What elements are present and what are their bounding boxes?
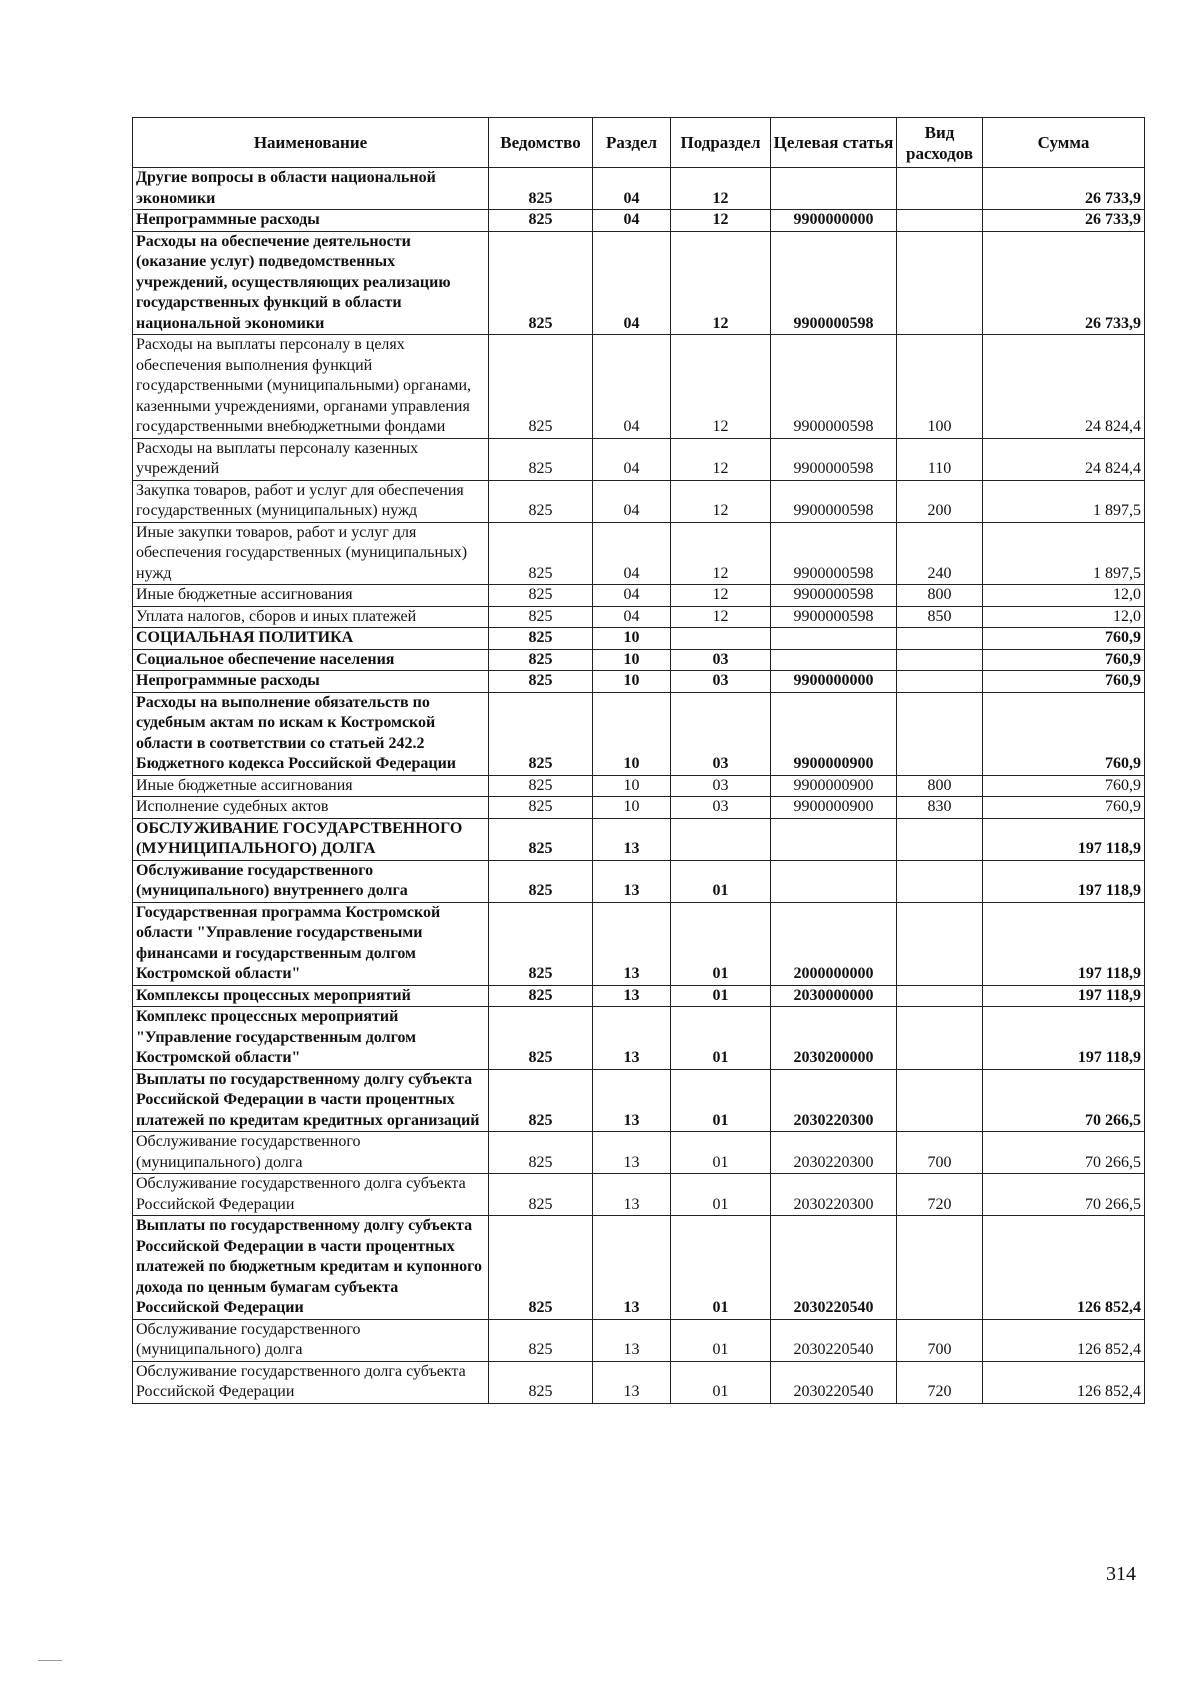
row-vedomstvo: 825 [489, 692, 593, 775]
row-summa: 12,0 [983, 585, 1145, 607]
row-vid [897, 692, 983, 775]
row-razdel: 04 [593, 480, 671, 522]
header-podrazdel: Подраздел [671, 118, 771, 168]
table-row [133, 692, 1145, 775]
row-podrazdel: 12 [671, 522, 771, 585]
row-razdel: 13 [593, 860, 671, 902]
row-name: СОЦИАЛЬНАЯ ПОЛИТИКА [133, 628, 489, 650]
row-razdel: 13 [593, 985, 671, 1007]
row-summa: 197 118,9 [983, 902, 1145, 985]
table-row [133, 649, 1145, 671]
row-razdel: 10 [593, 775, 671, 797]
row-summa: 12,0 [983, 606, 1145, 628]
row-vid: 200 [897, 480, 983, 522]
row-statya: 2030000000 [771, 985, 897, 1007]
row-name: Иные бюджетные ассигнования [133, 775, 489, 797]
row-razdel: 10 [593, 797, 671, 819]
table-body [133, 168, 1145, 1404]
row-name: Другие вопросы в области национальной экономики [133, 168, 489, 210]
row-vedomstvo: 825 [489, 1174, 593, 1216]
row-summa: 24 824,4 [983, 335, 1145, 439]
row-name: Выплаты по государственному долгу субъекта Российской Федерации в части процентных платежей по бюджетным кредитам и купонного дохода по ценным бумагам субъекта Российской Федерации [133, 1216, 489, 1320]
table-row [133, 1361, 1145, 1403]
row-statya: 9900000000 [771, 210, 897, 232]
row-statya: 9900000598 [771, 606, 897, 628]
table-row [133, 775, 1145, 797]
row-razdel: 13 [593, 1069, 671, 1132]
row-vid [897, 1216, 983, 1320]
row-razdel: 04 [593, 335, 671, 439]
row-name: ОБСЛУЖИВАНИЕ ГОСУДАРСТВЕННОГО (МУНИЦИПАЛЬНОГО) ДОЛГА [133, 818, 489, 860]
row-statya: 9900000900 [771, 775, 897, 797]
row-vid [897, 818, 983, 860]
row-statya [771, 860, 897, 902]
row-podrazdel: 12 [671, 480, 771, 522]
row-statya: 9900000900 [771, 692, 897, 775]
row-vid: 800 [897, 775, 983, 797]
row-razdel: 13 [593, 1132, 671, 1174]
row-podrazdel: 01 [671, 902, 771, 985]
row-statya: 2030220540 [771, 1216, 897, 1320]
row-summa: 1 897,5 [983, 480, 1145, 522]
row-statya: 9900000900 [771, 797, 897, 819]
row-name: Обслуживание государственного долга субъекта Российской Федерации [133, 1361, 489, 1403]
row-summa: 760,9 [983, 775, 1145, 797]
row-podrazdel: 01 [671, 1361, 771, 1403]
table-row [133, 585, 1145, 607]
row-podrazdel: 12 [671, 231, 771, 335]
table-row [133, 985, 1145, 1007]
row-razdel: 04 [593, 522, 671, 585]
row-vid [897, 985, 983, 1007]
table-row [133, 671, 1145, 693]
table-row [133, 902, 1145, 985]
row-vedomstvo: 825 [489, 628, 593, 650]
row-razdel: 13 [593, 1361, 671, 1403]
header-name: Наименование [133, 118, 489, 168]
table-row [133, 860, 1145, 902]
table-header-row [133, 118, 1145, 168]
row-statya: 9900000598 [771, 480, 897, 522]
row-vid: 830 [897, 797, 983, 819]
row-podrazdel: 01 [671, 1216, 771, 1320]
row-podrazdel: 01 [671, 1132, 771, 1174]
row-vid: 850 [897, 606, 983, 628]
row-summa: 197 118,9 [983, 860, 1145, 902]
table-row [133, 1216, 1145, 1320]
table-row [133, 797, 1145, 819]
row-statya: 2030220300 [771, 1174, 897, 1216]
row-podrazdel: 12 [671, 168, 771, 210]
row-razdel: 10 [593, 628, 671, 650]
row-razdel: 10 [593, 671, 671, 693]
row-vid: 100 [897, 335, 983, 439]
row-name: Исполнение судебных актов [133, 797, 489, 819]
row-podrazdel: 12 [671, 210, 771, 232]
row-vedomstvo: 825 [489, 1007, 593, 1070]
row-razdel: 13 [593, 1174, 671, 1216]
table-row [133, 1007, 1145, 1070]
row-vid [897, 1069, 983, 1132]
row-vedomstvo: 825 [489, 671, 593, 693]
row-vedomstvo: 825 [489, 1319, 593, 1361]
row-vedomstvo: 825 [489, 775, 593, 797]
row-vedomstvo: 825 [489, 210, 593, 232]
row-podrazdel: 01 [671, 985, 771, 1007]
row-vid: 240 [897, 522, 983, 585]
header-vid: Вид расходов [897, 118, 983, 168]
row-statya: 2030220300 [771, 1132, 897, 1174]
table-row [133, 335, 1145, 439]
row-podrazdel: 12 [671, 606, 771, 628]
row-razdel: 13 [593, 818, 671, 860]
row-summa: 197 118,9 [983, 1007, 1145, 1070]
budget-table [132, 117, 1145, 1404]
row-summa: 760,9 [983, 671, 1145, 693]
row-summa: 126 852,4 [983, 1216, 1145, 1320]
row-statya: 2030220300 [771, 1069, 897, 1132]
row-name: Закупка товаров, работ и услуг для обеспечения государственных (муниципальных) нужд [133, 480, 489, 522]
row-razdel: 13 [593, 902, 671, 985]
header-razdel: Раздел [593, 118, 671, 168]
row-podrazdel: 03 [671, 797, 771, 819]
row-statya: 2030200000 [771, 1007, 897, 1070]
row-podrazdel: 01 [671, 1069, 771, 1132]
row-statya: 9900000598 [771, 231, 897, 335]
row-name: Непрограммные расходы [133, 210, 489, 232]
row-vid [897, 210, 983, 232]
row-vedomstvo: 825 [489, 522, 593, 585]
row-podrazdel [671, 628, 771, 650]
row-summa: 1 897,5 [983, 522, 1145, 585]
row-summa: 760,9 [983, 692, 1145, 775]
table-row [133, 231, 1145, 335]
row-name: Государственная программа Костромской области "Управление государствеными финансами и государственным долгом Костромской области" [133, 902, 489, 985]
row-razdel: 04 [593, 210, 671, 232]
row-summa: 760,9 [983, 649, 1145, 671]
row-name: Обслуживание государственного долга субъекта Российской Федерации [133, 1174, 489, 1216]
row-name: Комплекс процессных мероприятий "Управление государственным долгом Костромской области" [133, 1007, 489, 1070]
scan-mark [38, 1660, 62, 1661]
row-podrazdel: 03 [671, 671, 771, 693]
row-summa: 126 852,4 [983, 1319, 1145, 1361]
row-statya: 2030220540 [771, 1319, 897, 1361]
row-statya [771, 818, 897, 860]
row-razdel: 13 [593, 1319, 671, 1361]
row-podrazdel: 03 [671, 692, 771, 775]
row-name: Обслуживание государственного (муниципального) долга [133, 1319, 489, 1361]
row-summa: 126 852,4 [983, 1361, 1145, 1403]
table-row [133, 522, 1145, 585]
row-vid [897, 902, 983, 985]
row-razdel: 13 [593, 1007, 671, 1070]
row-vedomstvo: 825 [489, 231, 593, 335]
row-vedomstvo: 825 [489, 1361, 593, 1403]
table-row [133, 1319, 1145, 1361]
row-vedomstvo: 825 [489, 335, 593, 439]
row-summa: 26 733,9 [983, 210, 1145, 232]
row-vid: 700 [897, 1319, 983, 1361]
row-name: Иные бюджетные ассигнования [133, 585, 489, 607]
row-name: Уплата налогов, сборов и иных платежей [133, 606, 489, 628]
header-statya: Целевая статья [771, 118, 897, 168]
row-summa: 24 824,4 [983, 438, 1145, 480]
row-summa: 197 118,9 [983, 985, 1145, 1007]
row-vedomstvo: 825 [489, 860, 593, 902]
row-vedomstvo: 825 [489, 797, 593, 819]
row-summa: 70 266,5 [983, 1069, 1145, 1132]
row-vid: 720 [897, 1174, 983, 1216]
row-podrazdel: 12 [671, 335, 771, 439]
row-vid: 720 [897, 1361, 983, 1403]
row-summa: 197 118,9 [983, 818, 1145, 860]
row-razdel: 04 [593, 585, 671, 607]
row-vedomstvo: 825 [489, 606, 593, 628]
row-podrazdel: 03 [671, 649, 771, 671]
row-name: Расходы на выплаты персоналу казенных учреждений [133, 438, 489, 480]
row-summa: 760,9 [983, 797, 1145, 819]
row-statya: 2030220540 [771, 1361, 897, 1403]
row-summa: 760,9 [983, 628, 1145, 650]
row-statya: 9900000598 [771, 522, 897, 585]
row-razdel: 04 [593, 438, 671, 480]
row-statya: 9900000598 [771, 438, 897, 480]
row-name: Расходы на выполнение обязательств по судебным актам по искам к Костромской области в соответствии со статьей 242.2 Бюджетного кодекса Российской Федерации [133, 692, 489, 775]
row-name: Социальное обеспечение населения [133, 649, 489, 671]
row-vid: 800 [897, 585, 983, 607]
table-row [133, 1069, 1145, 1132]
row-summa: 26 733,9 [983, 231, 1145, 335]
table-row [133, 168, 1145, 210]
row-podrazdel: 01 [671, 1007, 771, 1070]
row-statya: 9900000598 [771, 585, 897, 607]
row-vid [897, 671, 983, 693]
row-vid [897, 649, 983, 671]
table-row [133, 818, 1145, 860]
row-vedomstvo: 825 [489, 480, 593, 522]
row-razdel: 04 [593, 231, 671, 335]
row-statya [771, 168, 897, 210]
row-podrazdel: 01 [671, 1174, 771, 1216]
row-podrazdel: 01 [671, 1319, 771, 1361]
row-name: Обслуживание государственного (муниципального) долга [133, 1132, 489, 1174]
row-name: Обслуживание государственного (муниципального) внутреннего долга [133, 860, 489, 902]
row-razdel: 13 [593, 1216, 671, 1320]
row-razdel: 10 [593, 649, 671, 671]
row-name: Расходы на выплаты персоналу в целях обеспечения выполнения функций государственными (муниципальными) органами, казенными учреждениями, органами управления государственными внебюджетными фондами [133, 335, 489, 439]
row-razdel: 10 [593, 692, 671, 775]
row-podrazdel: 12 [671, 585, 771, 607]
table-row [133, 438, 1145, 480]
row-vid [897, 168, 983, 210]
header-vedomstvo: Ведомство [489, 118, 593, 168]
header-summa: Сумма [983, 118, 1145, 168]
row-name: Комплексы процессных мероприятий [133, 985, 489, 1007]
row-razdel: 04 [593, 168, 671, 210]
row-name: Расходы на обеспечение деятельности (оказание услуг) подведомственных учреждений, осуществляющих реализацию государственных функций в области национальной экономики [133, 231, 489, 335]
row-vid [897, 860, 983, 902]
row-vedomstvo: 825 [489, 985, 593, 1007]
row-summa: 26 733,9 [983, 168, 1145, 210]
table-row [133, 480, 1145, 522]
row-podrazdel [671, 818, 771, 860]
table-row [133, 1132, 1145, 1174]
row-vedomstvo: 825 [489, 585, 593, 607]
table-row [133, 210, 1145, 232]
row-vedomstvo: 825 [489, 1132, 593, 1174]
row-summa: 70 266,5 [983, 1174, 1145, 1216]
row-vid [897, 628, 983, 650]
row-name: Иные закупки товаров, работ и услуг для обеспечения государственных (муниципальных) нужд [133, 522, 489, 585]
table-row [133, 628, 1145, 650]
row-vedomstvo: 825 [489, 438, 593, 480]
row-vid: 700 [897, 1132, 983, 1174]
row-vid: 110 [897, 438, 983, 480]
row-vid [897, 1007, 983, 1070]
row-vedomstvo: 825 [489, 902, 593, 985]
row-statya [771, 649, 897, 671]
row-statya: 9900000598 [771, 335, 897, 439]
row-name: Выплаты по государственному долгу субъекта Российской Федерации в части процентных платежей по кредитам кредитных организаций [133, 1069, 489, 1132]
table-row [133, 606, 1145, 628]
row-statya [771, 628, 897, 650]
row-podrazdel: 03 [671, 775, 771, 797]
row-statya: 2000000000 [771, 902, 897, 985]
row-vedomstvo: 825 [489, 649, 593, 671]
row-razdel: 04 [593, 606, 671, 628]
row-vid [897, 231, 983, 335]
row-vedomstvo: 825 [489, 168, 593, 210]
row-summa: 70 266,5 [983, 1132, 1145, 1174]
row-vedomstvo: 825 [489, 1069, 593, 1132]
row-vedomstvo: 825 [489, 1216, 593, 1320]
row-vedomstvo: 825 [489, 818, 593, 860]
row-name: Непрограммные расходы [133, 671, 489, 693]
row-statya: 9900000000 [771, 671, 897, 693]
row-podrazdel: 01 [671, 860, 771, 902]
row-podrazdel: 12 [671, 438, 771, 480]
table-row [133, 1174, 1145, 1216]
page-number: 314 [1106, 1563, 1136, 1585]
